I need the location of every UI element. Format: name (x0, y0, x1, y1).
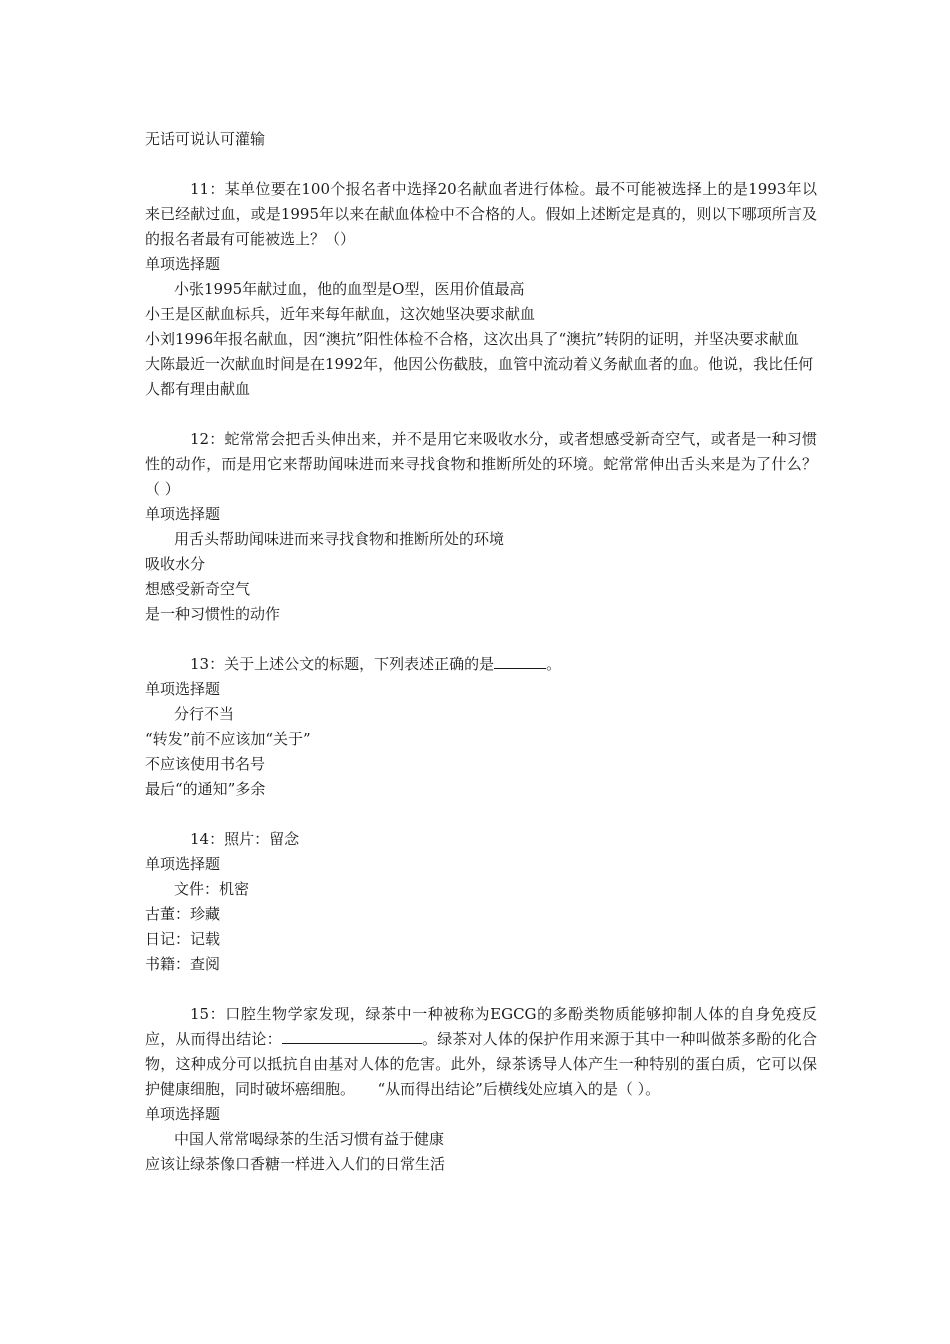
option-c[interactable]: 想感受新奇空气 (145, 580, 251, 598)
question-stem (145, 1002, 817, 1102)
question-stem (145, 652, 817, 677)
option-b[interactable]: 古董：珍藏 (145, 905, 221, 923)
option-d[interactable]: 最后“的通知”多余 (145, 780, 266, 798)
question-stem-after: 。绿茶对人体的保护作用来源于其中一种叫做茶多酚的化合物，这种成分可以抵抗自由基对人体的危害。此外，绿茶诱导人体产生一种特别的蛋白质，它可以保护健康细胞，同时破坏癌细胞。 “从而得出结论”后横线处应填入的是（ ）。 (145, 1030, 817, 1098)
option-c[interactable]: 小刘1996年报名献血，因“澳抗”阳性体检不合格，这次出具了“澳抗”转阴的证明，并坚决要求献血 (145, 330, 799, 348)
question-stem: 12：蛇常常会把舌头伸出来，并不是用它来吸收水分，或者想感受新奇空气，或者是一种习惯性的动作，而是用它来帮助闻味进而来寻找食物和推断所处的环境。蛇常常伸出舌头来是为了什么？（ ） (145, 430, 817, 498)
question-type: 单项选择题 (145, 1105, 221, 1123)
answer-blank (494, 652, 546, 669)
option-b[interactable]: “转发”前不应该加“关于” (145, 730, 311, 748)
question-type: 单项选择题 (145, 255, 221, 273)
option-a[interactable]: 用舌头帮助闻味进而来寻找食物和推断所处的环境 (174, 530, 505, 548)
question-15 (145, 1002, 817, 1177)
option-b[interactable]: 应该让绿茶像口香糖一样进入人们的日常生活 (145, 1155, 446, 1173)
option-a[interactable]: 小张1995年献过血，他的血型是O型，医用价值最高 (174, 280, 525, 298)
option-d[interactable]: 书籍：查阅 (145, 955, 221, 973)
option-c[interactable]: 不应该使用书名号 (145, 755, 266, 773)
question-11 (145, 177, 817, 402)
answer-blank (282, 1027, 422, 1044)
question-stem-before: 15：口腔生物学家发现，绿茶中一种被称为EGCG的多酚类物质能够抑制人体的自身免疫反应，从而得出结论： (145, 1005, 817, 1048)
question-type: 单项选择题 (145, 505, 221, 523)
option-d[interactable]: 大陈最近一次献血时间是在1992年，他因公伤截肢，血管中流动着义务献血者的血。他说，我比任何人都有理由献血 (145, 355, 814, 398)
question-stem: 11：某单位要在100个报名者中选择20名献血者进行体检。最不可能被选择上的是1993年以来已经献过血，或是1995年以来在献血体检中不合格的人。假如上述断定是真的，则以下哪项所言及的报名者最有可能被选上？（） (145, 180, 817, 248)
question-stem: 14：照片：留念 (190, 830, 300, 848)
header-text: 无话可说认可灌输 (145, 130, 266, 148)
option-a[interactable]: 中国人常常喝绿茶的生活习惯有益于健康 (174, 1130, 445, 1148)
question-type: 单项选择题 (145, 680, 221, 698)
question-13 (145, 652, 817, 802)
option-d[interactable]: 是一种习惯性的动作 (145, 605, 281, 623)
question-stem-after: 。 (546, 655, 562, 673)
option-a[interactable]: 分行不当 (174, 705, 235, 723)
option-b[interactable]: 小王是区献血标兵，近年来每年献血，这次她坚决要求献血 (145, 305, 536, 323)
document-page (145, 127, 817, 1177)
question-12 (145, 427, 817, 627)
option-b[interactable]: 吸收水分 (145, 555, 206, 573)
option-c[interactable]: 日记：记载 (145, 930, 221, 948)
question-type: 单项选择题 (145, 855, 221, 873)
question-stem-before: 13：关于上述公文的标题，下列表述正确的是 (190, 655, 495, 673)
option-a[interactable]: 文件：机密 (174, 880, 250, 898)
question-14 (145, 827, 817, 977)
